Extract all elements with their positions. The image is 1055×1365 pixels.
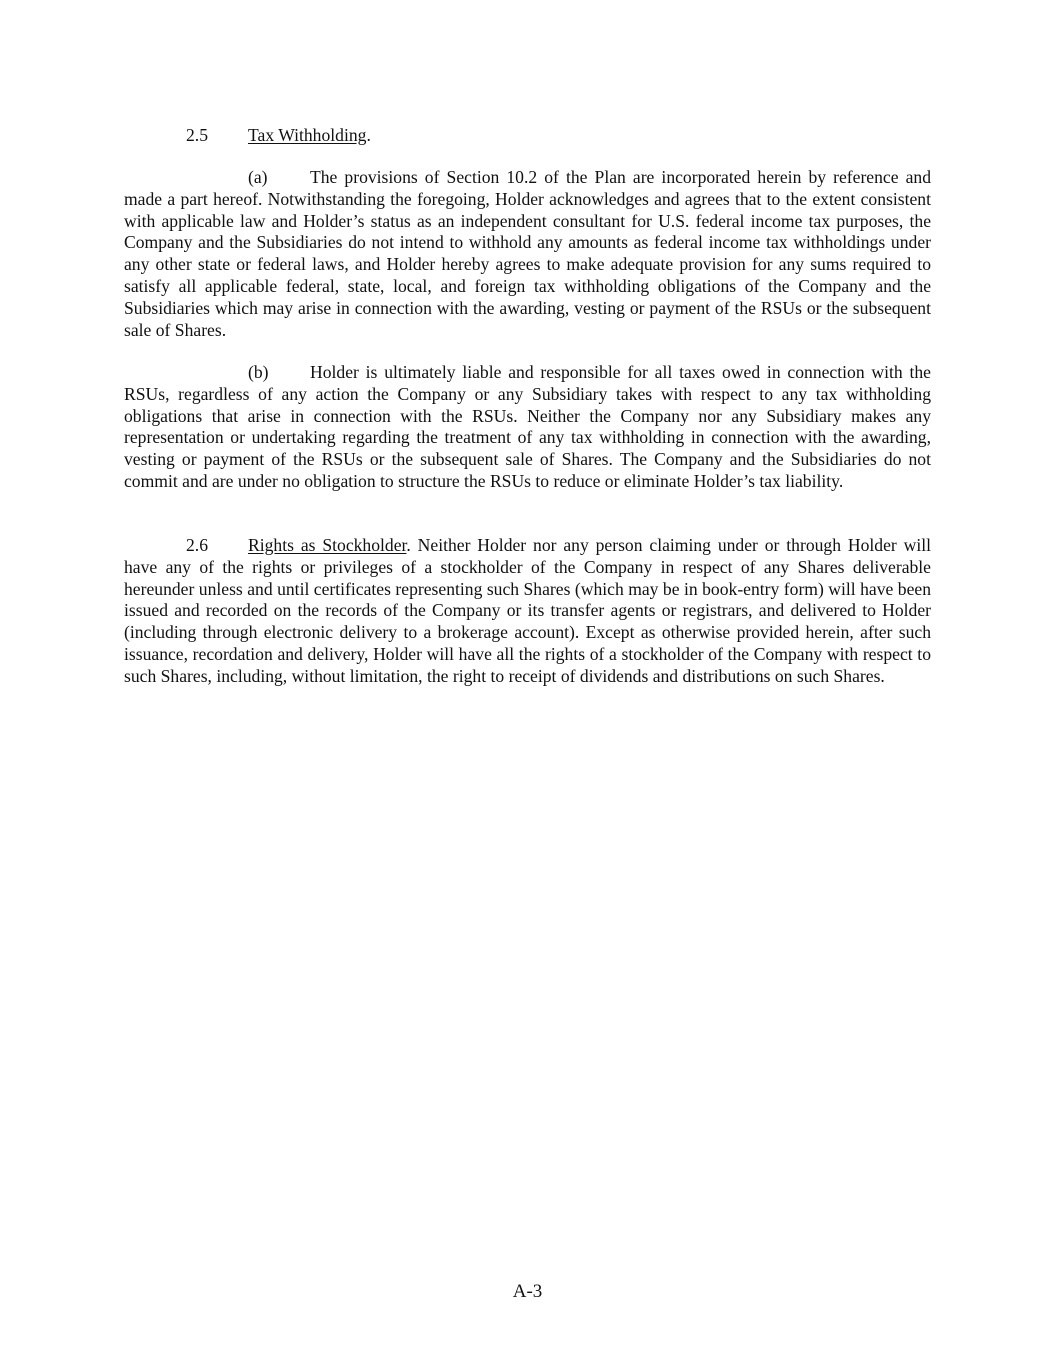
section-2-5-heading	[124, 125, 931, 147]
paragraph-2-5-b	[124, 362, 931, 493]
paragraph-text: Holder is ultimately liable and responsible for all taxes owed in connection with the RSUs, regardless of any action the Company or any Subsidiary takes with respect to any tax withholding obligations that arise in connection with the RSUs. Neither the Company nor any Subsidiary makes any representation or undertaking regarding the treatment of any tax withholding in connection with the awarding, vesting or payment of the RSUs or the subsequent sale of Shares. The Company and the Subsidiaries do not commit and are under no obligation to structure the RSUs to reduce or eliminate Holder’s tax liability.	[124, 362, 931, 491]
page-number: A-3	[512, 1281, 543, 1302]
section-2-6	[124, 535, 931, 688]
paragraph-label: (a)	[248, 167, 268, 187]
paragraph-2-5-a	[124, 167, 931, 341]
paragraph-text: The provisions of Section 10.2 of the Plan are incorporated herein by reference and made a part hereof. Notwithstanding the foregoing, Holder acknowledges and agrees that to the extent consistent with applicable law and Holder’s status as an independent consultant for U.S. federal income tax purposes, the Company and the Subsidiaries do not intend to withhold any amounts as federal income tax withholdings under any other state or federal laws, and Holder hereby agrees to make adequate provision for any sums required to satisfy all applicable federal, state, local, and foreign tax withholding obligations of the Company and the Subsidiaries which may arise in connection with the awarding, vesting or payment of the RSUs or the subsequent sale of Shares.	[124, 167, 931, 340]
section-title: Tax Withholding	[248, 125, 367, 145]
paragraph-label: (b)	[248, 362, 269, 382]
section-number: 2.6	[186, 535, 208, 555]
section-title-suffix: .	[366, 125, 371, 145]
section-title: Rights as Stockholder	[248, 535, 407, 555]
paragraph-text: . Neither Holder nor any person claiming under or through Holder will have any of the rights or privileges of a stockholder of the Company in respect of any Shares deliverable hereunder unless and until certificates representing such Shares (which may be in book-entry form) will have been issued and recorded on the records of the Company or its transfer agents or registrars, and delivered to Holder (including through electronic delivery to a brokerage account). Except as otherwise provided herein, after such issuance, recordation and delivery, Holder will have all the rights of a stockholder of the Company with respect to such Shares, including, without limitation, the right to receipt of dividends and distributions on such Shares.	[124, 535, 931, 686]
section-number: 2.5	[186, 125, 208, 145]
